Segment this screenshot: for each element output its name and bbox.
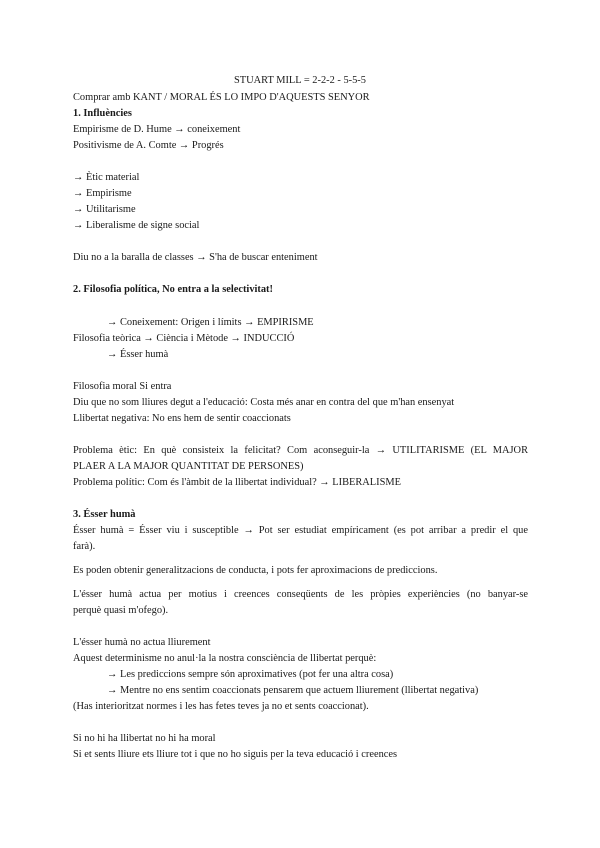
theory-line: Filosofia teòrica → Ciència i Mètode → INDUCCIÓ — [73, 333, 295, 344]
generalization-line: Es poden obtenir generalitzacions de conducta, i pots fer aproximacions de prediccions. — [73, 565, 438, 576]
influence-line: Empirisme de D. Hume → coneixement — [73, 124, 241, 135]
moral-line: Llibertat negativa: No ens hem de sentir coaccionats — [73, 413, 291, 424]
determinism-arrow: → Les prediccions sempre són aproximatives (pot fer una altra cosa) — [107, 669, 394, 680]
freedom-line: Si no hi ha llibertat no hi ha moral — [73, 733, 216, 744]
determinism-arrow: → Mentre no ens sentim coaccionats pensarem que actuem lliurement (llibertat negativa) — [107, 685, 479, 696]
page-title: STUART MILL = 2-2-2 - 5-5-5 — [234, 75, 366, 86]
motives-line: L'ésser humà actua per motius i creences conseqüents de les pròpies experiències (no banyar-se — [73, 589, 528, 600]
section-1-heading: 1. Influències — [73, 108, 132, 119]
arrow-item: → Ètic material — [73, 172, 140, 183]
classes-note: Diu no a la baralla de classes → S'ha de buscar enteniment — [73, 252, 318, 263]
freedom-line: Si et sents lliure ets lliure tot i que no ho siguis per la teva educació i creences — [73, 749, 398, 760]
determinism-line: Aquest determinisme no anul·la la nostra consciència de llibertat perquè: — [73, 653, 377, 664]
section-3-heading: 3. Ésser humà — [73, 509, 136, 520]
section-2-heading: 2. Filosofia política, No entra a la selectivitat! — [73, 284, 273, 295]
human-line: farà). — [73, 541, 96, 552]
moral-line: Diu que no som lliures degut a l'educació: Costa més anar en contra del que m'han ensenyat — [73, 397, 455, 408]
ethic-problem-line: PLAER A LA MAJOR QUANTITAT DE PERSONES) — [73, 461, 304, 472]
influence-line: Positivisme de A. Comte → Progrés — [73, 140, 224, 151]
theory-line: → Coneixement: Origen i límits → EMPIRISME — [107, 317, 314, 328]
theory-line: → Ésser humà — [107, 349, 169, 360]
ethic-problem-line: Problema ètic: En què consisteix la felicitat? Com aconseguir-la → UTILITARISME (EL MAJOR — [73, 445, 528, 456]
arrow-item: → Utilitarisme — [73, 204, 136, 215]
political-problem-line: Problema polític: Com és l'àmbit de la llibertat individual? → LIBERALISME — [73, 477, 401, 488]
arrow-item: → Empirisme — [73, 188, 132, 199]
arrow-item: → Liberalisme de signe social — [73, 220, 200, 231]
intro-line: Comprar amb KANT / MORAL ÉS LO IMPO D'AQUESTS SENYOR — [73, 92, 370, 103]
determinism-line: (Has interioritzat normes i les has fetes teves ja no et sents coaccionat). — [73, 701, 369, 712]
moral-line: Filosofia moral Si entra — [73, 381, 172, 392]
motives-line: perquè quasi m'ofego). — [73, 605, 169, 616]
determinism-line: L'ésser humà no actua lliurement — [73, 637, 211, 648]
human-line: Ésser humà = Ésser viu i susceptible → Pot ser estudiat empíricament (es pot arribar a predir el que — [73, 525, 528, 536]
